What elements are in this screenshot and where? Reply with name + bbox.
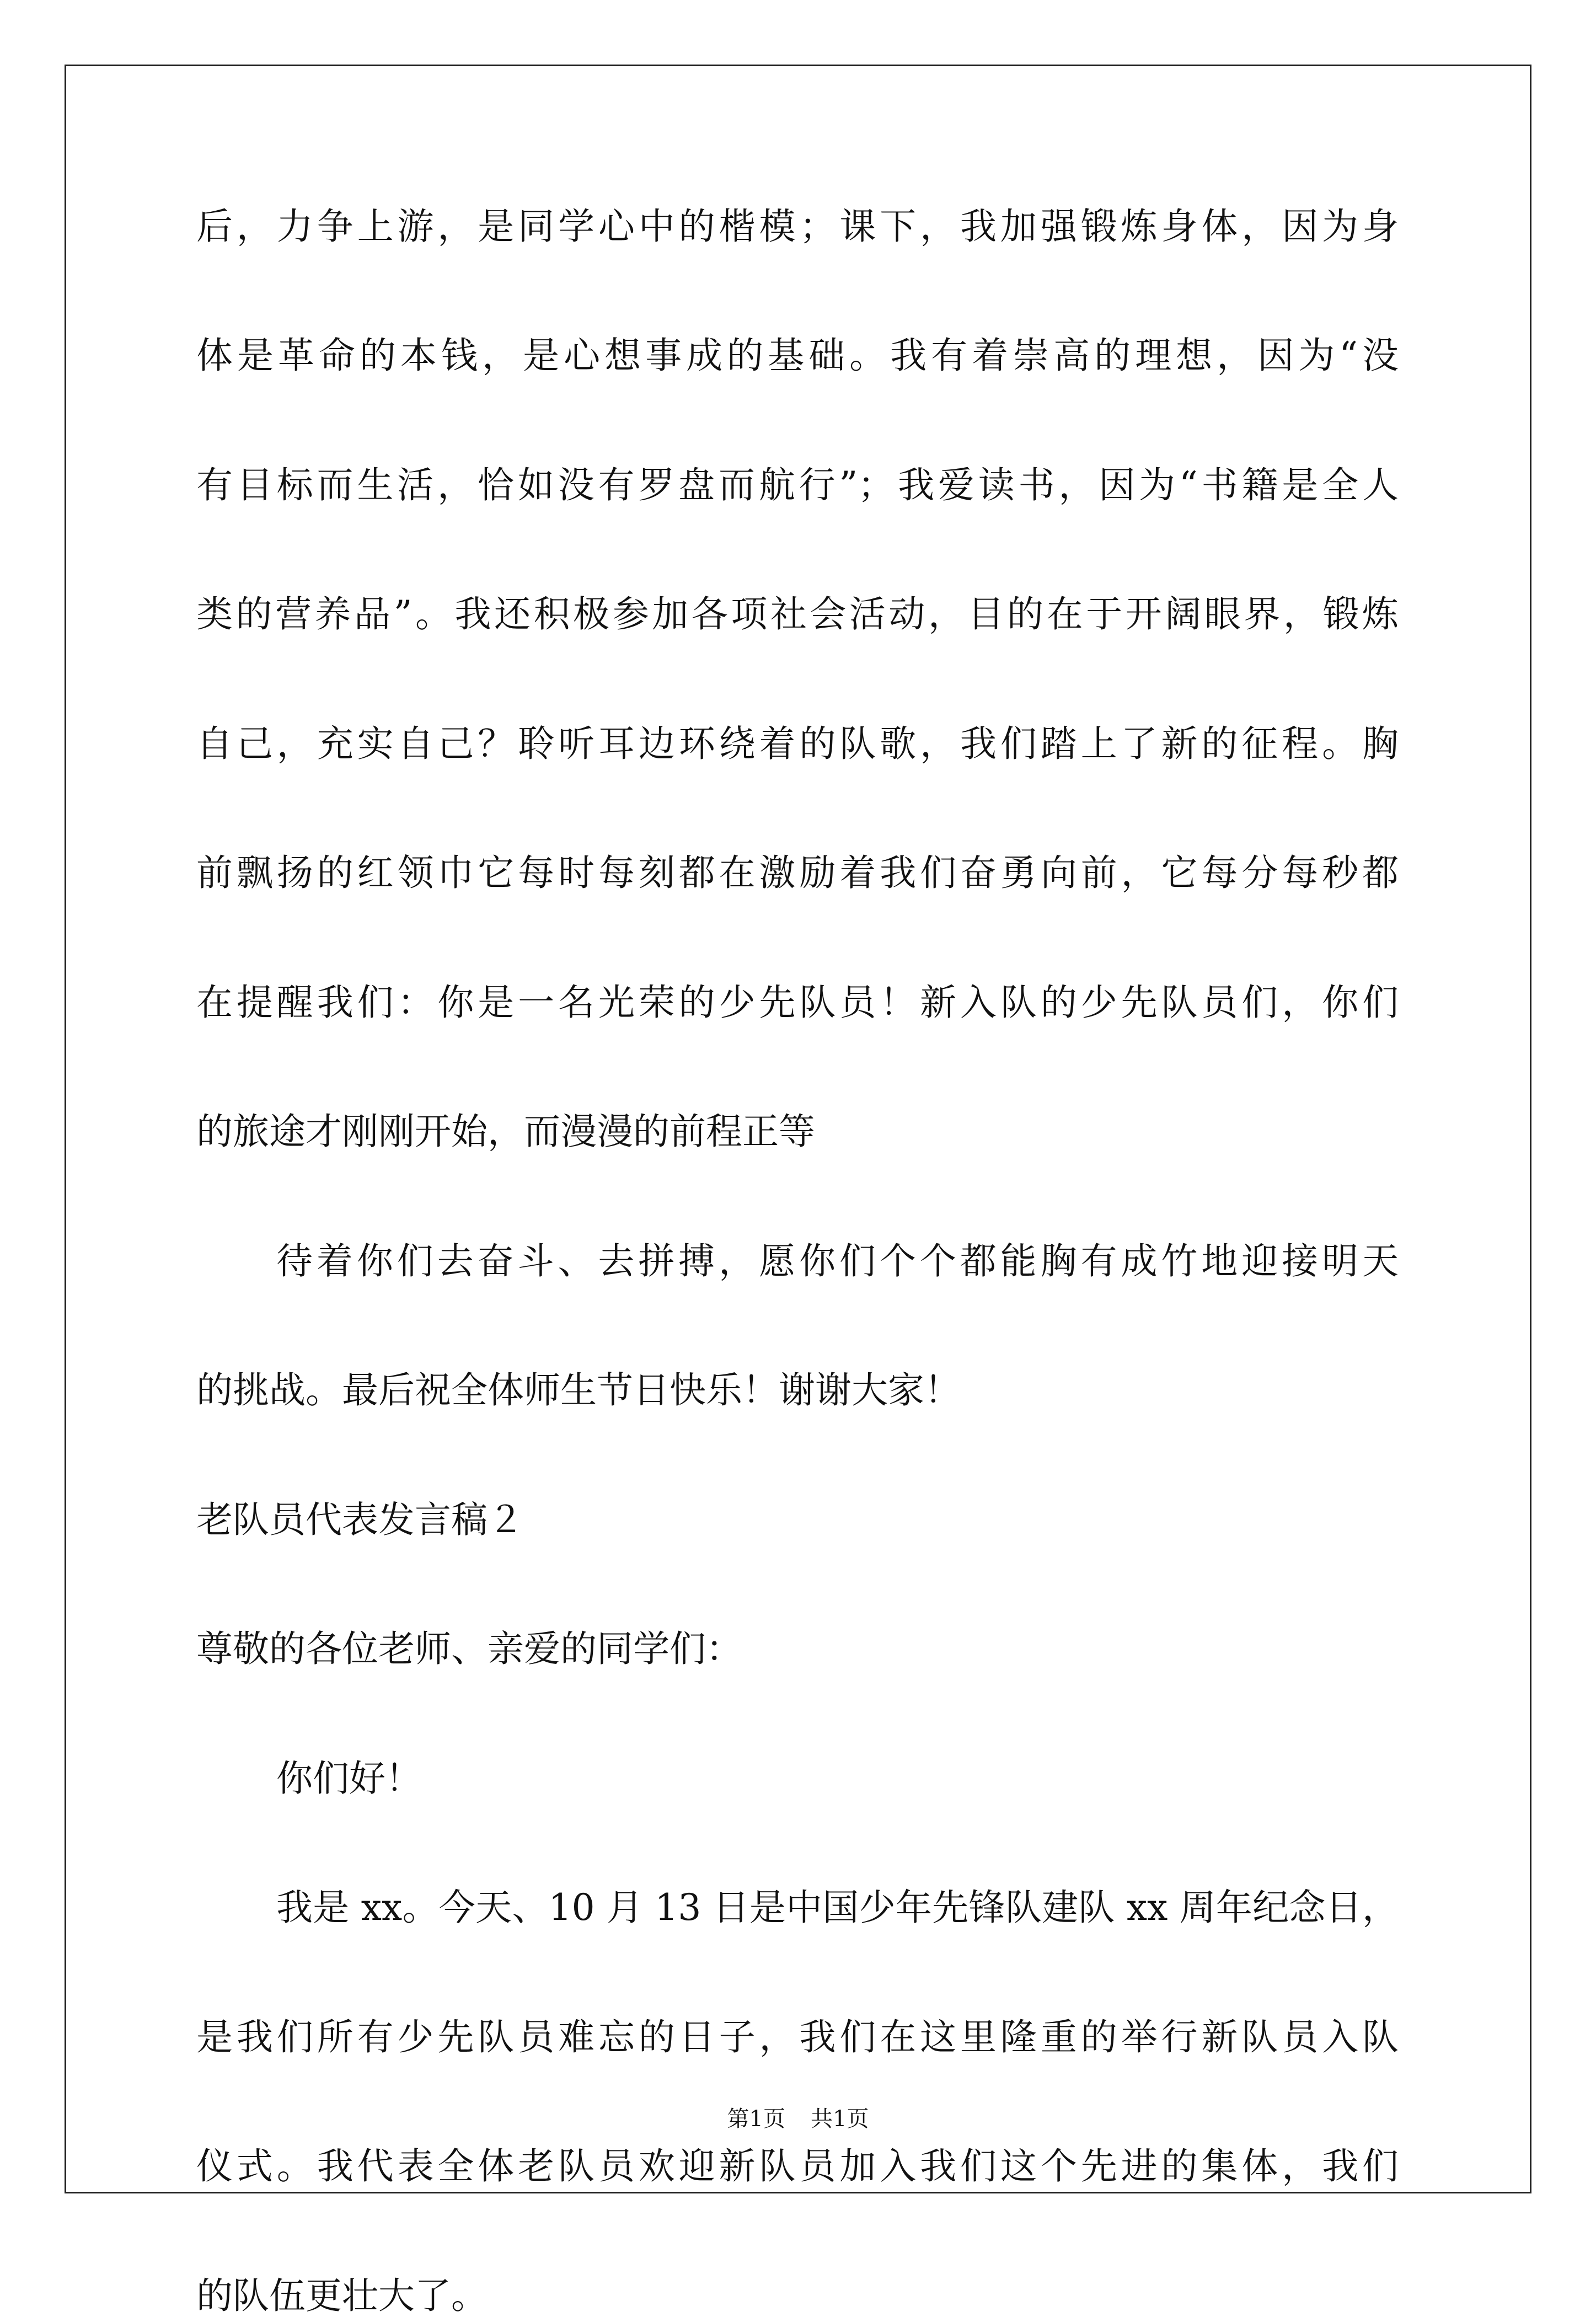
paragraph-line: 仪式。我代表全体老队员欢迎新队员加入我们这个先进的集体，我们 [196,2145,1399,2187]
paragraph-line: 前飘扬的红领巾它每时每刻都在激励着我们奋勇向前，它每分每秒都 [196,852,1399,894]
salutation: 尊敬的各位老师、亲爱的同学们： [196,1628,742,1670]
paragraph-line: 的队伍更壮大了。 [196,2275,488,2317]
page-footer [0,2101,1596,2133]
paragraph-line: 待着你们去奋斗、去拼搏，愿你们个个都能胸有成竹地迎接明天 [276,1240,1399,1282]
paragraph-line: 的旅途才刚刚开始，而漫漫的前程正等 [196,1110,815,1153]
paragraph-line: 我是 xx。今天、10 月 13 日是中国少年先锋队建队 xx 周年纪念日， [276,1886,1399,1929]
paragraph-line: 类的营养品”。我还积极参加各项社会活动，目的在于开阔眼界，锻炼 [196,593,1399,635]
paragraph-line: 有目标而生活，恰如没有罗盘而航行”；我爱读书，因为“书籍是全人 [196,464,1399,506]
paragraph-line: 自己，充实自己？聆听耳边环绕着的队歌，我们踏上了新的征程。胸 [196,723,1399,765]
paragraph-line: 体是革命的本钱，是心想事成的基础。我有着崇高的理想，因为“没 [196,334,1399,377]
paragraph-line: 在提醒我们：你是一名光荣的少先队员！新入队的少先队员们，你们 [196,981,1399,1024]
paragraph-line: 后，力争上游，是同学心中的楷模；课下，我加强锻炼身体，因为身 [196,205,1399,248]
page-number-total: 共1页 [811,2106,869,2132]
page-number-current: 第1页 [727,2106,785,2132]
greeting: 你们好！ [276,1757,422,1800]
section-title: 老队员代表发言稿２ [196,1499,524,1541]
paragraph-line: 的挑战。最后祝全体师生节日快乐！谢谢大家！ [196,1369,961,1411]
paragraph-line: 是我们所有少先队员难忘的日子，我们在这里隆重的举行新队员入队 [196,2016,1399,2058]
